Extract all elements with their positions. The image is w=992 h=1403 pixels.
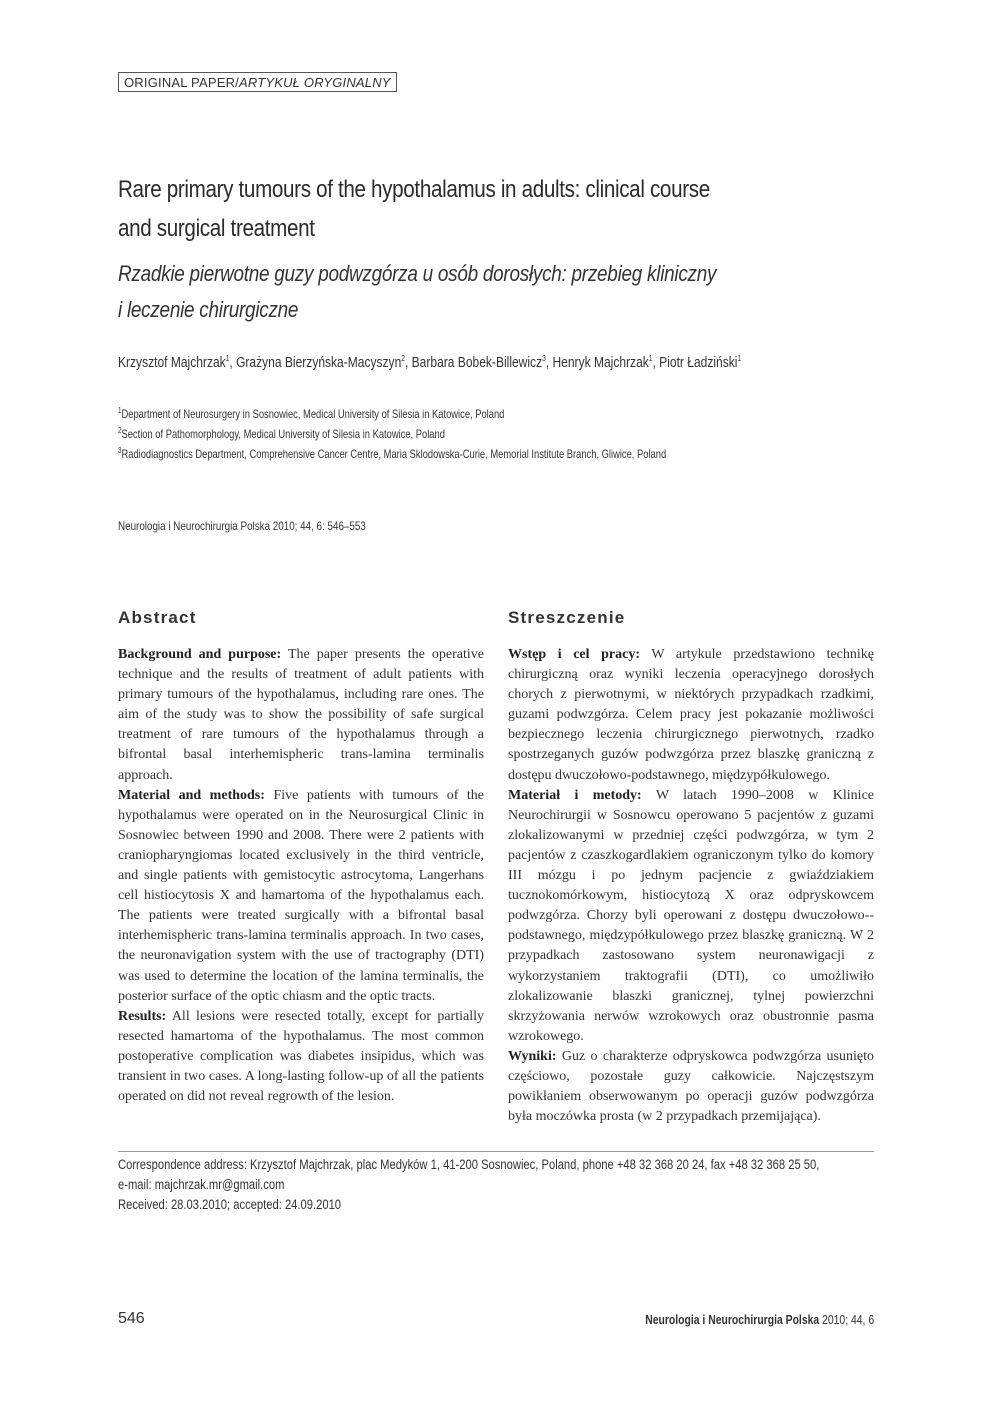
streszczenie-text-intro: W artykule przedstawiono technikę chirurgiczną oraz wyniki leczenia operacyjnego dorosłych chorych z pierwotnymi, w niektórych przypadkach rzadkimi, guzami podwzgórza. Celem pracy jest pokazanie możliwości bezpiecznego leczenia chirurgicznego pierwotnych, rzadko spostrzeganych guzów podwzgórza przez blaszkę graniczną z dostępu dwuczołowo-podstawnego, międzypółkulowego. xyxy=(508,647,874,783)
abstract-paragraph-background xyxy=(118,645,484,786)
abstract-body xyxy=(118,645,484,1107)
correspondence-email: e-mail: majchrzak.mr@gmail.com xyxy=(118,1177,285,1192)
article-title-line-1: Rare primary tumours of the hypothalamus in adults: clinical course xyxy=(118,176,710,203)
abstract-text-results: All lesions were resected totally, except for partially resected hamartoma of the hypothalamus. The most common postoperative complication was diabetes insipidus, which was transient in two cases. A long-lasting follow-up of all the patients operated on did not reveal regrowth of the lesion. xyxy=(118,1008,484,1105)
affiliation-number: 1 xyxy=(118,406,122,415)
article-type-en: ORIGINAL PAPER/ xyxy=(124,75,239,90)
article-type-label xyxy=(118,72,397,92)
correspondence-address: Correspondence address: Krzysztof Majchrzak, plac Medyków 1, 41-200 Sosnowiec, Poland, phone +48 32 368 20 24, fax +48 32 368 25 50, xyxy=(118,1157,820,1172)
author-name: Henryk Majchrzak xyxy=(552,354,649,371)
author-affiliation-mark: 3 xyxy=(542,354,546,363)
article-type-pl: ARTYKUŁ ORYGINALNY xyxy=(238,75,391,90)
affiliation-text: Section of Pathomorphology, Medical University of Silesia in Katowice, Poland xyxy=(121,427,445,441)
streszczenie-paragraph-results xyxy=(508,1047,874,1127)
received-dates: Received: 28.03.2010; accepted: 24.09.2010 xyxy=(118,1197,342,1212)
streszczenie-label-intro: Wstęp i cel pracy: xyxy=(508,647,640,662)
article-title xyxy=(118,170,772,248)
author-list: Krzysztof Majchrzak$^1$, Grażyna Bierzyńska-Macyszyn$^2$, Barbara Bobek-Billewicz$^3$, Henryk Majchrzak$^1$, Piotr Ładziński$^1$ xyxy=(118,354,742,371)
page-number: 546 xyxy=(118,1310,145,1327)
streszczenie-paragraph-methods xyxy=(508,786,874,1047)
streszczenie-heading: Streszczenie xyxy=(508,608,626,627)
abstract-label-results: Results: xyxy=(118,1008,167,1024)
author-name: Piotr Ładziński xyxy=(659,354,738,371)
abstract-text-methods: Five patients with tumours of the hypothalamus were operated on in the Neurosurgical Clinic in Sosnowiec between 1990 and 2008. There were 2 patients with craniopharyngiomas located exclusively in the third ventricle, and single patients with gemistocytic astrocytoma, Langerhans cell histiocytosis X and hamartoma of the hypothalamus each. The patients were treated surgically with a bifrontal basal interhemispheric trans-lamina terminalis approach. In two cases, the neuronavigation system with the use of tractography (DTI) was used to determine the location of the lamina terminalis, the posterior surface of the optic chiasm and the optic tracts. xyxy=(118,787,484,1004)
affiliation-number: 3 xyxy=(118,446,122,455)
streszczenie-text-methods: W latach 1990–2008 w Klinice Neurochirurgii w Sosnowcu operowano 5 pacjentów z guzami zlokalizowanymi w przedniej części podwzgórza, w tym 2 pacjentów z czaszkogardlakiem ograniczonym tylko do komory III mózgu i po jednym pacjencie z gwiaździakiem tucznokomórkowym, histiocytozą X oraz odpryskowcem podwzgórza. Chorzy byli operowani z dostępu dwuczołowo--podstawnego, międzypółkulowego przez blaszkę graniczną. W 2 przypadkach zastosowano system neuronawigacji z wykorzystaniem traktografii (DTI), co umożliwiło zlokalizowanie blaszki granicznej, tylnej powierzchni skrzyżowania nerwów wzrokowych oraz obustronnie pasma wzrokowego. xyxy=(508,787,874,1044)
running-footer xyxy=(645,1312,874,1327)
streszczenie-label-results: Wyniki: xyxy=(508,1048,557,1064)
affiliation xyxy=(118,423,742,442)
running-footer-journal: Neurologia i Neurochirurgia Polska xyxy=(645,1312,820,1327)
article-title-polish-line-2: i leczenie chirurgiczne xyxy=(118,297,299,322)
affiliation xyxy=(118,443,742,462)
article-title-line-2: and surgical treatment xyxy=(118,215,315,242)
abstract-paragraph-results xyxy=(118,1007,484,1107)
abstract-text-background: The paper presents the operative technique and the results of treatment of adult patients with primary tumours of the hypothalamus, including rare ones. The aim of the study was to show the possibility of safe surgical treatment of rare tumours of the hypothalamus through a bifrontal basal interhemispheric trans-lamina terminalis approach. xyxy=(118,647,484,783)
affiliation xyxy=(118,403,742,422)
author-affiliation-mark: 2 xyxy=(401,354,405,363)
streszczenie-body xyxy=(508,645,874,1127)
author-name: Grażyna Bierzyńska-Macyszyn xyxy=(236,354,402,371)
running-footer-issue: 2010; 44, 6 xyxy=(819,1312,874,1327)
affiliation-number: 2 xyxy=(118,426,122,435)
abstract-label-background: Background and purpose: xyxy=(118,647,282,662)
affiliation-text: Radiodiagnostics Department, Comprehensive Cancer Centre, Maria Sklodowska-Curie, Memorial Institute Branch, Gliwice, Poland xyxy=(121,447,667,461)
abstract-label-methods: Material and methods: xyxy=(118,787,265,803)
author-affiliation-mark: 1 xyxy=(225,354,230,363)
streszczenie-text-results: Guz o charakterze odpryskowca podwzgórza usunięto częściowo, pozostałe guzy całkowicie. Najczęstszym powikłaniem obserwowanym po operacji guzów podwzgórza była moczówka prosta (w 2 przypadkach przemijająca). xyxy=(508,1048,874,1125)
author-affiliation-mark: 1 xyxy=(648,354,653,363)
streszczenie-paragraph-intro xyxy=(508,645,874,786)
author-name: Barbara Bobek-Billewicz xyxy=(411,354,543,371)
article-title-polish-line-1: Rzadkie pierwotne guzy podwzgórza u osób dorosłych: przebieg kliniczny xyxy=(118,261,717,286)
journal-citation: Neurologia i Neurochirurgia Polska 2010; 44, 6: 546–553 xyxy=(118,519,366,533)
article-title-polish xyxy=(118,256,772,328)
footnote-divider xyxy=(118,1151,874,1152)
abstract-heading: Abstract xyxy=(118,608,197,627)
author-affiliation-mark: 1 xyxy=(737,354,742,363)
abstract-paragraph-methods xyxy=(118,786,484,1007)
author-name: Krzysztof Majchrzak xyxy=(118,354,226,371)
streszczenie-label-methods: Materiał i metody: xyxy=(508,787,642,803)
affiliation-text: Department of Neurosurgery in Sosnowiec, Medical University of Silesia in Katowice, Poland xyxy=(121,407,505,421)
